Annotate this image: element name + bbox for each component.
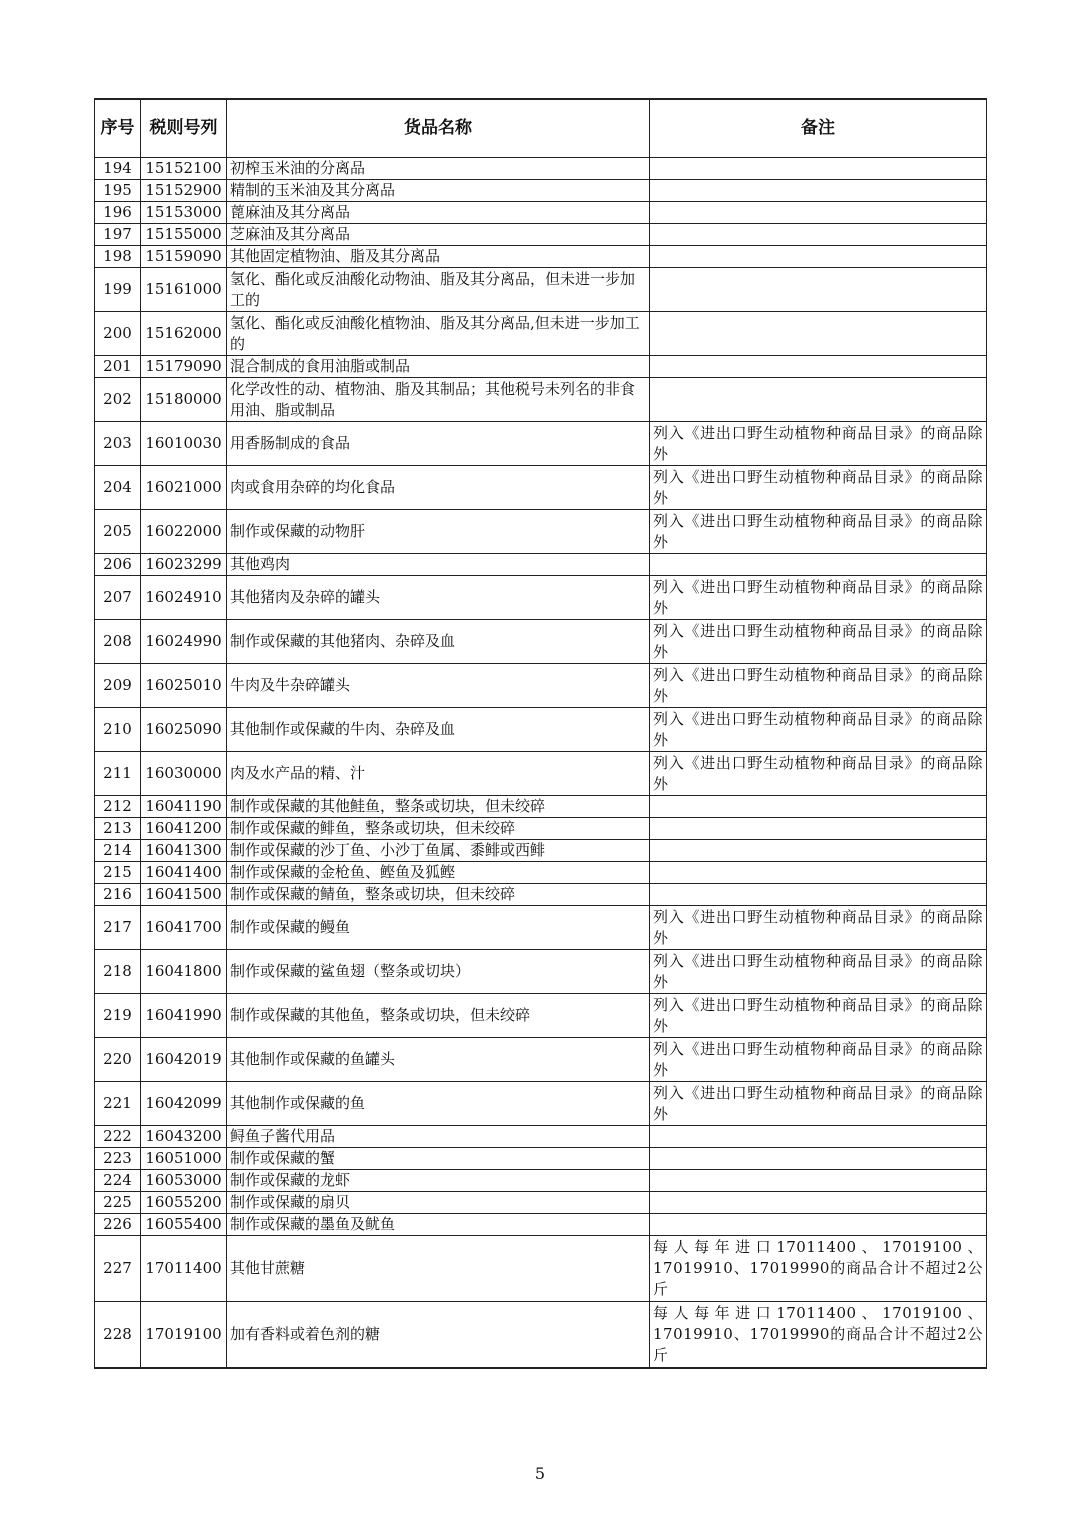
table-row — [95, 818, 987, 840]
table-row — [95, 158, 987, 180]
table-body — [95, 158, 987, 1368]
row-goods-name: 制作或保藏的沙丁鱼、小沙丁鱼属、黍鲱或西鲱 — [227, 840, 650, 862]
table-row — [95, 246, 987, 268]
row-index: 212 — [95, 796, 141, 818]
row-tariff-code: 16055200 — [141, 1192, 227, 1214]
table-row — [95, 708, 987, 752]
row-remark — [650, 224, 987, 246]
table-row — [95, 312, 987, 356]
row-remark — [650, 1192, 987, 1214]
row-goods-name: 其他甘蔗糖 — [227, 1236, 650, 1302]
row-remark: 列入《进出口野生动植物种商品目录》的商品除外 — [650, 1038, 987, 1082]
row-goods-name: 制作或保藏的鲱鱼，整条或切块，但未绞碎 — [227, 818, 650, 840]
row-index: 202 — [95, 378, 141, 422]
row-remark: 列入《进出口野生动植物种商品目录》的商品除外 — [650, 422, 987, 466]
row-remark — [650, 1148, 987, 1170]
row-goods-name: 制作或保藏的蟹 — [227, 1148, 650, 1170]
row-index: 210 — [95, 708, 141, 752]
row-tariff-code: 16021000 — [141, 466, 227, 510]
row-index: 224 — [95, 1170, 141, 1192]
row-remark: 列入《进出口野生动植物种商品目录》的商品除外 — [650, 994, 987, 1038]
row-remark — [650, 818, 987, 840]
table-row — [95, 576, 987, 620]
row-goods-name: 制作或保藏的鲨鱼翅（整条或切块） — [227, 950, 650, 994]
row-tariff-code: 15159090 — [141, 246, 227, 268]
row-remark: 列入《进出口野生动植物种商品目录》的商品除外 — [650, 708, 987, 752]
row-goods-name: 制作或保藏的鳗鱼 — [227, 906, 650, 950]
row-index: 216 — [95, 884, 141, 906]
table-row — [95, 202, 987, 224]
row-index: 200 — [95, 312, 141, 356]
row-index: 219 — [95, 994, 141, 1038]
row-remark — [650, 202, 987, 224]
row-index: 194 — [95, 158, 141, 180]
row-tariff-code: 16041400 — [141, 862, 227, 884]
table-row — [95, 950, 987, 994]
row-index: 227 — [95, 1236, 141, 1302]
row-tariff-code: 16053000 — [141, 1170, 227, 1192]
row-tariff-code: 16041990 — [141, 994, 227, 1038]
row-goods-name: 其他猪肉及杂碎的罐头 — [227, 576, 650, 620]
table-row — [95, 268, 987, 312]
row-remark — [650, 862, 987, 884]
table-row — [95, 1082, 987, 1126]
row-goods-name: 制作或保藏的其他鲑鱼，整条或切块，但未绞碎 — [227, 796, 650, 818]
row-goods-name: 加有香料或着色剂的糖 — [227, 1302, 650, 1368]
row-remark — [650, 312, 987, 356]
row-goods-name: 蓖麻油及其分离品 — [227, 202, 650, 224]
table-row — [95, 862, 987, 884]
row-tariff-code: 16041700 — [141, 906, 227, 950]
row-remark — [650, 1214, 987, 1236]
row-goods-name: 精制的玉米油及其分离品 — [227, 180, 650, 202]
row-goods-name: 其他鸡肉 — [227, 554, 650, 576]
row-tariff-code: 16051000 — [141, 1148, 227, 1170]
row-index: 195 — [95, 180, 141, 202]
row-goods-name: 氢化、酯化或反油酸化动物油、脂及其分离品，但未进一步加工的 — [227, 268, 650, 312]
row-remark — [650, 1170, 987, 1192]
row-index: 204 — [95, 466, 141, 510]
table-row — [95, 1302, 987, 1368]
table-row — [95, 554, 987, 576]
row-goods-name: 用香肠制成的食品 — [227, 422, 650, 466]
row-tariff-code: 16023299 — [141, 554, 227, 576]
row-index: 209 — [95, 664, 141, 708]
table-row — [95, 378, 987, 422]
row-remark: 列入《进出口野生动植物种商品目录》的商品除外 — [650, 466, 987, 510]
row-remark — [650, 158, 987, 180]
table-row — [95, 906, 987, 950]
row-goods-name: 肉及水产品的精、汁 — [227, 752, 650, 796]
row-goods-name: 制作或保藏的动物肝 — [227, 510, 650, 554]
row-tariff-code: 16041200 — [141, 818, 227, 840]
row-goods-name: 其他制作或保藏的牛肉、杂碎及血 — [227, 708, 650, 752]
row-goods-name: 其他固定植物油、脂及其分离品 — [227, 246, 650, 268]
row-goods-name: 制作或保藏的龙虾 — [227, 1170, 650, 1192]
row-index: 228 — [95, 1302, 141, 1368]
row-tariff-code: 16024990 — [141, 620, 227, 664]
table-row — [95, 466, 987, 510]
row-tariff-code: 15153000 — [141, 202, 227, 224]
table-row — [95, 840, 987, 862]
row-index: 213 — [95, 818, 141, 840]
row-remark: 列入《进出口野生动植物种商品目录》的商品除外 — [650, 510, 987, 554]
header-remark: 备注 — [650, 99, 987, 158]
row-index: 199 — [95, 268, 141, 312]
row-goods-name: 肉或食用杂碎的均化食品 — [227, 466, 650, 510]
table-row — [95, 510, 987, 554]
row-tariff-code: 16030000 — [141, 752, 227, 796]
table-row — [95, 1126, 987, 1148]
row-goods-name: 制作或保藏的其他猪肉、杂碎及血 — [227, 620, 650, 664]
row-goods-name: 鲟鱼子酱代用品 — [227, 1126, 650, 1148]
row-tariff-code: 17011400 — [141, 1236, 227, 1302]
row-goods-name: 制作或保藏的金枪鱼、鲣鱼及狐鲣 — [227, 862, 650, 884]
table-row — [95, 1236, 987, 1302]
table-row — [95, 752, 987, 796]
row-index: 207 — [95, 576, 141, 620]
row-remark: 列入《进出口野生动植物种商品目录》的商品除外 — [650, 576, 987, 620]
row-tariff-code: 16010030 — [141, 422, 227, 466]
table-row — [95, 664, 987, 708]
row-remark: 每人每年进口17011400、17019100、17019910、17019990的商品合计不超过2公斤 — [650, 1236, 987, 1302]
table-header — [95, 99, 987, 158]
row-goods-name: 其他制作或保藏的鱼罐头 — [227, 1038, 650, 1082]
row-tariff-code: 16042099 — [141, 1082, 227, 1126]
row-tariff-code: 16041800 — [141, 950, 227, 994]
row-tariff-code: 16041300 — [141, 840, 227, 862]
header-name: 货品名称 — [227, 99, 650, 158]
row-remark: 列入《进出口野生动植物种商品目录》的商品除外 — [650, 1082, 987, 1126]
page-number: 5 — [534, 1464, 546, 1483]
row-tariff-code: 15161000 — [141, 268, 227, 312]
table-row — [95, 224, 987, 246]
row-index: 214 — [95, 840, 141, 862]
row-goods-name: 制作或保藏的墨鱼及鱿鱼 — [227, 1214, 650, 1236]
table-row — [95, 620, 987, 664]
row-tariff-code: 16055400 — [141, 1214, 227, 1236]
row-index: 221 — [95, 1082, 141, 1126]
row-index: 201 — [95, 356, 141, 378]
table-row — [95, 356, 987, 378]
table-row — [95, 884, 987, 906]
row-index: 215 — [95, 862, 141, 884]
row-tariff-code: 15179090 — [141, 356, 227, 378]
row-remark — [650, 1126, 987, 1148]
row-index: 218 — [95, 950, 141, 994]
row-remark: 列入《进出口野生动植物种商品目录》的商品除外 — [650, 906, 987, 950]
row-tariff-code: 16042019 — [141, 1038, 227, 1082]
row-goods-name: 化学改性的动、植物油、脂及其制品；其他税号未列名的非食用油、脂或制品 — [227, 378, 650, 422]
table-row — [95, 796, 987, 818]
row-tariff-code: 15152900 — [141, 180, 227, 202]
row-index: 196 — [95, 202, 141, 224]
row-remark — [650, 884, 987, 906]
table-row — [95, 1148, 987, 1170]
row-tariff-code: 16041500 — [141, 884, 227, 906]
row-tariff-code: 16024910 — [141, 576, 227, 620]
row-tariff-code: 17019100 — [141, 1302, 227, 1368]
row-index: 198 — [95, 246, 141, 268]
row-index: 197 — [95, 224, 141, 246]
header-index: 序号 — [95, 99, 141, 158]
row-tariff-code: 15180000 — [141, 378, 227, 422]
row-remark: 列入《进出口野生动植物种商品目录》的商品除外 — [650, 664, 987, 708]
row-tariff-code: 15162000 — [141, 312, 227, 356]
row-index: 203 — [95, 422, 141, 466]
row-index: 220 — [95, 1038, 141, 1082]
row-tariff-code: 16025090 — [141, 708, 227, 752]
row-remark — [650, 378, 987, 422]
row-index: 222 — [95, 1126, 141, 1148]
row-index: 225 — [95, 1192, 141, 1214]
row-goods-name: 制作或保藏的其他鱼，整条或切块，但未绞碎 — [227, 994, 650, 1038]
row-remark — [650, 554, 987, 576]
row-remark: 每人每年进口17011400、17019100、17019910、17019990的商品合计不超过2公斤 — [650, 1302, 987, 1368]
row-remark: 列入《进出口野生动植物种商品目录》的商品除外 — [650, 752, 987, 796]
row-index: 206 — [95, 554, 141, 576]
table-row — [95, 422, 987, 466]
row-remark: 列入《进出口野生动植物种商品目录》的商品除外 — [650, 950, 987, 994]
row-goods-name: 制作或保藏的扇贝 — [227, 1192, 650, 1214]
row-index: 211 — [95, 752, 141, 796]
goods-table — [94, 98, 987, 1369]
table-row — [95, 1038, 987, 1082]
row-remark: 列入《进出口野生动植物种商品目录》的商品除外 — [650, 620, 987, 664]
row-index: 223 — [95, 1148, 141, 1170]
row-tariff-code: 15155000 — [141, 224, 227, 246]
row-goods-name: 混合制成的食用油脂或制品 — [227, 356, 650, 378]
header-row — [95, 99, 987, 158]
row-tariff-code: 15152100 — [141, 158, 227, 180]
table-row — [95, 180, 987, 202]
row-index: 208 — [95, 620, 141, 664]
table-row — [95, 1170, 987, 1192]
row-remark — [650, 356, 987, 378]
row-tariff-code: 16022000 — [141, 510, 227, 554]
row-goods-name: 氢化、酯化或反油酸化植物油、脂及其分离品,但未进一步加工的 — [227, 312, 650, 356]
row-remark — [650, 268, 987, 312]
row-remark — [650, 840, 987, 862]
table-row — [95, 1192, 987, 1214]
row-tariff-code: 16043200 — [141, 1126, 227, 1148]
row-remark — [650, 796, 987, 818]
row-tariff-code: 16025010 — [141, 664, 227, 708]
row-goods-name: 芝麻油及其分离品 — [227, 224, 650, 246]
table-row — [95, 994, 987, 1038]
row-index: 217 — [95, 906, 141, 950]
row-index: 205 — [95, 510, 141, 554]
row-index: 226 — [95, 1214, 141, 1236]
row-goods-name: 其他制作或保藏的鱼 — [227, 1082, 650, 1126]
row-goods-name: 牛肉及牛杂碎罐头 — [227, 664, 650, 708]
row-remark — [650, 246, 987, 268]
header-code: 税则号列 — [141, 99, 227, 158]
table-row — [95, 1214, 987, 1236]
row-goods-name: 初榨玉米油的分离品 — [227, 158, 650, 180]
row-tariff-code: 16041190 — [141, 796, 227, 818]
row-remark — [650, 180, 987, 202]
row-goods-name: 制作或保藏的鲭鱼，整条或切块，但未绞碎 — [227, 884, 650, 906]
